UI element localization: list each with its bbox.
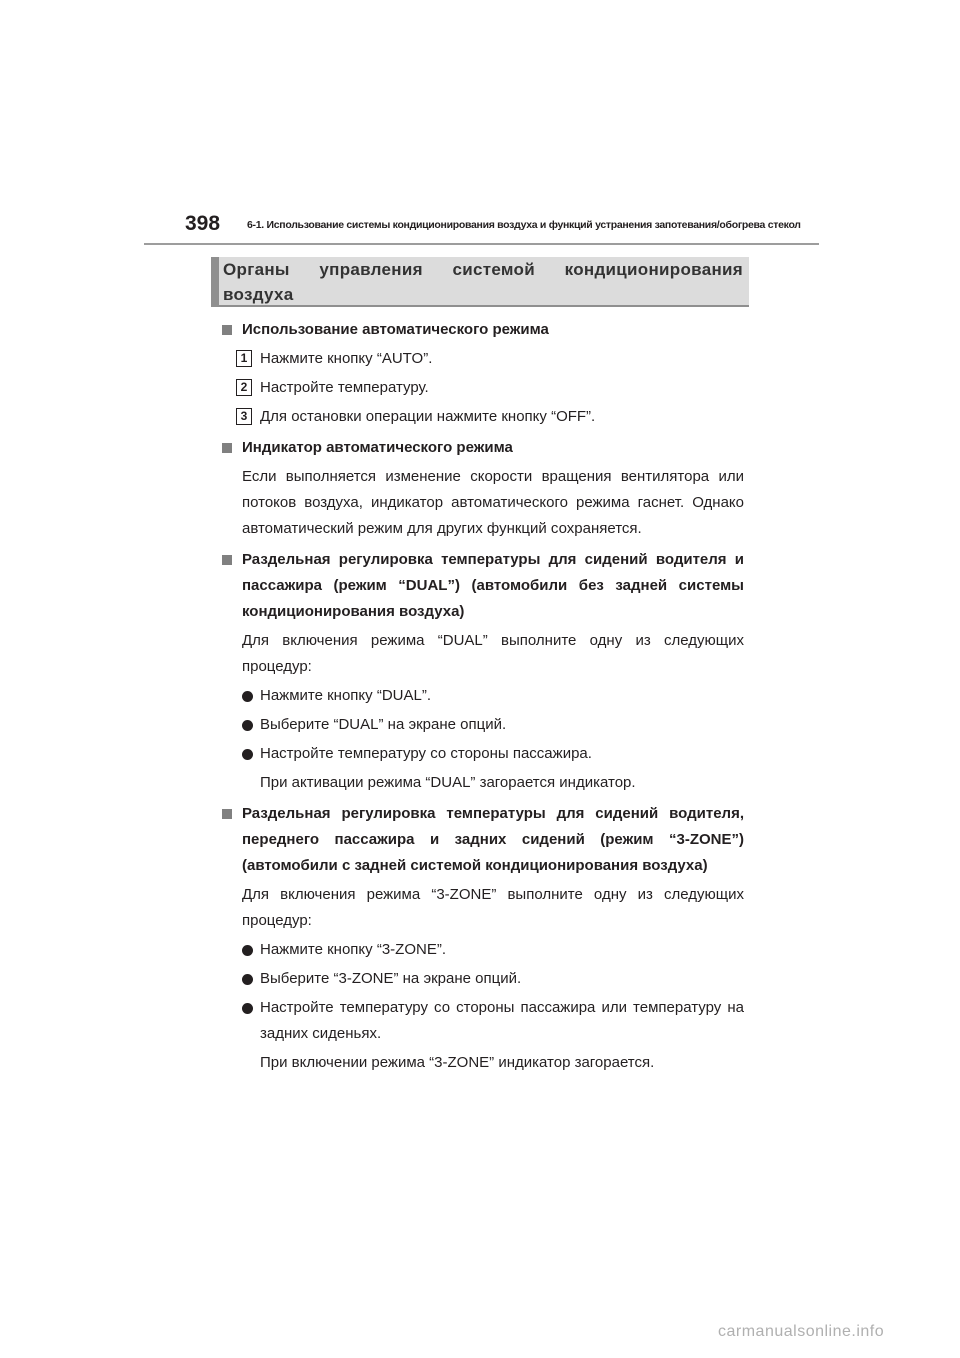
step-number-badge: 2 — [236, 379, 252, 396]
bullet-dot-icon — [242, 749, 253, 760]
bullet-dot-icon — [242, 1003, 253, 1014]
step-number-badge: 1 — [236, 350, 252, 367]
step-item — [222, 404, 744, 430]
section-title-bar — [211, 257, 219, 307]
bullet-dot-icon — [242, 945, 253, 956]
step-text: Для остановки операции нажмите кнопку “OFF”. — [260, 408, 596, 425]
bullet-text: Нажмите кнопку “3-ZONE”. — [260, 941, 446, 958]
bullet-item — [222, 937, 744, 963]
note-text: При включении режима “3-ZONE” индикатор загорается. — [260, 1054, 655, 1071]
bullet-item — [222, 966, 744, 992]
step-number-badge: 3 — [236, 408, 252, 425]
page-content — [222, 312, 744, 1076]
square-bullet-icon — [222, 443, 232, 453]
heading-text: Раздельная регулировка температуры для сидений водителя, переднего пассажира и задних сидений (режим “3-ZONE”) (автомобили с задней системой кондиционирования воздуха) — [242, 805, 744, 874]
square-bullet-icon — [222, 555, 232, 565]
bullet-item — [222, 712, 744, 738]
step-text: Нажмите кнопку “AUTO”. — [260, 350, 433, 367]
bullet-text: Настройте температуру со стороны пассажира. — [260, 745, 592, 762]
paragraph: Для включения режима “3-ZONE” выполните одну из следующих процедур: — [242, 886, 744, 929]
heading-3zone-mode — [222, 801, 744, 879]
page-number: 398 — [185, 212, 221, 235]
paragraph: Для включения режима “DUAL” выполните одну из следующих процедур: — [242, 632, 744, 675]
section-title-box — [211, 257, 749, 307]
heading-dual-mode — [222, 547, 744, 625]
bullet-dot-icon — [242, 974, 253, 985]
step-item — [222, 346, 744, 372]
footer-watermark: carmanualsonline.info — [718, 1323, 885, 1340]
page-header — [185, 212, 825, 236]
bullet-item — [222, 741, 744, 767]
bullet-item — [222, 995, 744, 1047]
bullet-text: Настройте температуру со стороны пассажира или температуру на задних сиденьях. — [260, 999, 744, 1042]
heading-text: Раздельная регулировка температуры для сидений водителя и пассажира (режим “DUAL”) (автомобили без задней системы кондиционирования воздуха) — [242, 551, 744, 620]
heading-text: Использование автоматического режима — [242, 321, 549, 338]
paragraph: Если выполняется изменение скорости вращения вентилятора или потоков воздуха, индикатор автоматического режима гаснет. Однако автоматический режим для других функций сохраняется. — [242, 468, 744, 537]
square-bullet-icon — [222, 809, 232, 819]
heading-auto-indicator — [222, 435, 744, 461]
bullet-dot-icon — [242, 720, 253, 731]
bullet-text: Выберите “3-ZONE” на экране опций. — [260, 970, 522, 987]
bullet-text: Нажмите кнопку “DUAL”. — [260, 687, 431, 704]
chapter-title: 6-1. Использование системы кондиционирования воздуха и функций устранения запотевания/обогрева стекол — [247, 219, 801, 231]
section-title: Органы управления системой кондиционирования воздуха — [223, 260, 743, 304]
heading-text: Индикатор автоматического режима — [242, 439, 513, 456]
bullet-item — [222, 683, 744, 709]
square-bullet-icon — [222, 325, 232, 335]
header-divider — [144, 243, 819, 245]
bullet-dot-icon — [242, 691, 253, 702]
bullet-text: Выберите “DUAL” на экране опций. — [260, 716, 507, 733]
note-text: При активации режима “DUAL” загорается индикатор. — [260, 774, 636, 791]
heading-auto-mode — [222, 317, 744, 343]
step-item — [222, 375, 744, 401]
step-text: Настройте температуру. — [260, 379, 429, 396]
